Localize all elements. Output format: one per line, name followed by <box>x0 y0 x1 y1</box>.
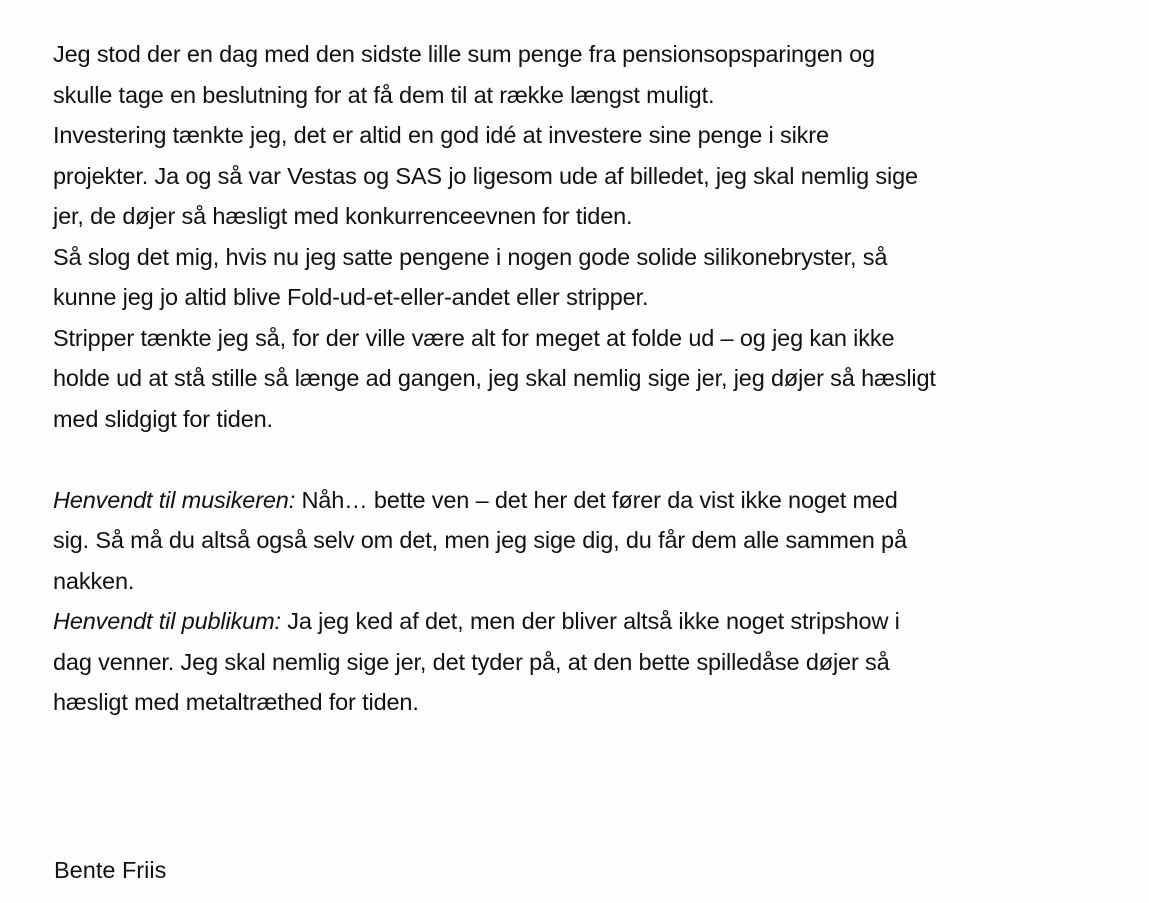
text-line: kunne jeg jo altid blive Fold-ud-et-eller-andet eller stripper. <box>53 284 649 310</box>
paragraph-gap <box>53 439 1113 480</box>
author-signature: Bente Friis <box>54 857 167 883</box>
musician-line-text: Nåh… bette ven – det her det fører da vist ikke noget med <box>295 486 898 513</box>
stage-direction-musician: Henvendt til musikeren: <box>53 486 296 513</box>
text-line: nakken. <box>53 567 135 594</box>
text-line: skulle tage en beslutning for at få dem til at række længst muligt. <box>53 81 715 108</box>
body-text <box>53 34 1113 723</box>
text-line: Investering tænkte jeg, det er altid en god idé at investere sine penge i sikre <box>53 122 829 148</box>
text-line: sig. Så må du altså også selv om det, men jeg sige dig, du får dem alle sammen på <box>53 527 907 553</box>
text-line: holde ud at stå stille så længe ad gangen, jeg skal nemlig sige jer, jeg døjer så hæsligt <box>53 365 936 391</box>
text-line: Jeg stod der en dag med den sidste lille sum penge fra pensionsopsparingen og <box>53 41 875 67</box>
text-line: Stripper tænkte jeg så, for der ville være alt for meget at folde ud – og jeg kan ikke <box>53 324 895 351</box>
text-line: med slidgigt for tiden. <box>53 405 273 432</box>
text-line: jer, de døjer så hæsligt med konkurrenceevnen for tiden. <box>53 203 633 229</box>
text-line: dag venner. Jeg skal nemlig sige jer, det tyder på, at den bette spilledåse døjer så <box>53 648 890 675</box>
audience-address-line <box>53 601 1113 642</box>
audience-line-text: Ja jeg ked af det, men der bliver altså ikke noget stripshow i <box>280 608 900 634</box>
text-line: projekter. Ja og så var Vestas og SAS jo ligesom ude af billedet, jeg skal nemlig sige <box>53 162 918 189</box>
stage-direction-audience: Henvendt til publikum: <box>53 608 281 634</box>
text-line: hæsligt med metaltræthed for tiden. <box>53 689 419 715</box>
musician-address-line <box>53 480 1113 521</box>
text-line: Så slog det mig, hvis nu jeg satte pengene i nogen gode solide silikonebryster, så <box>53 243 888 270</box>
